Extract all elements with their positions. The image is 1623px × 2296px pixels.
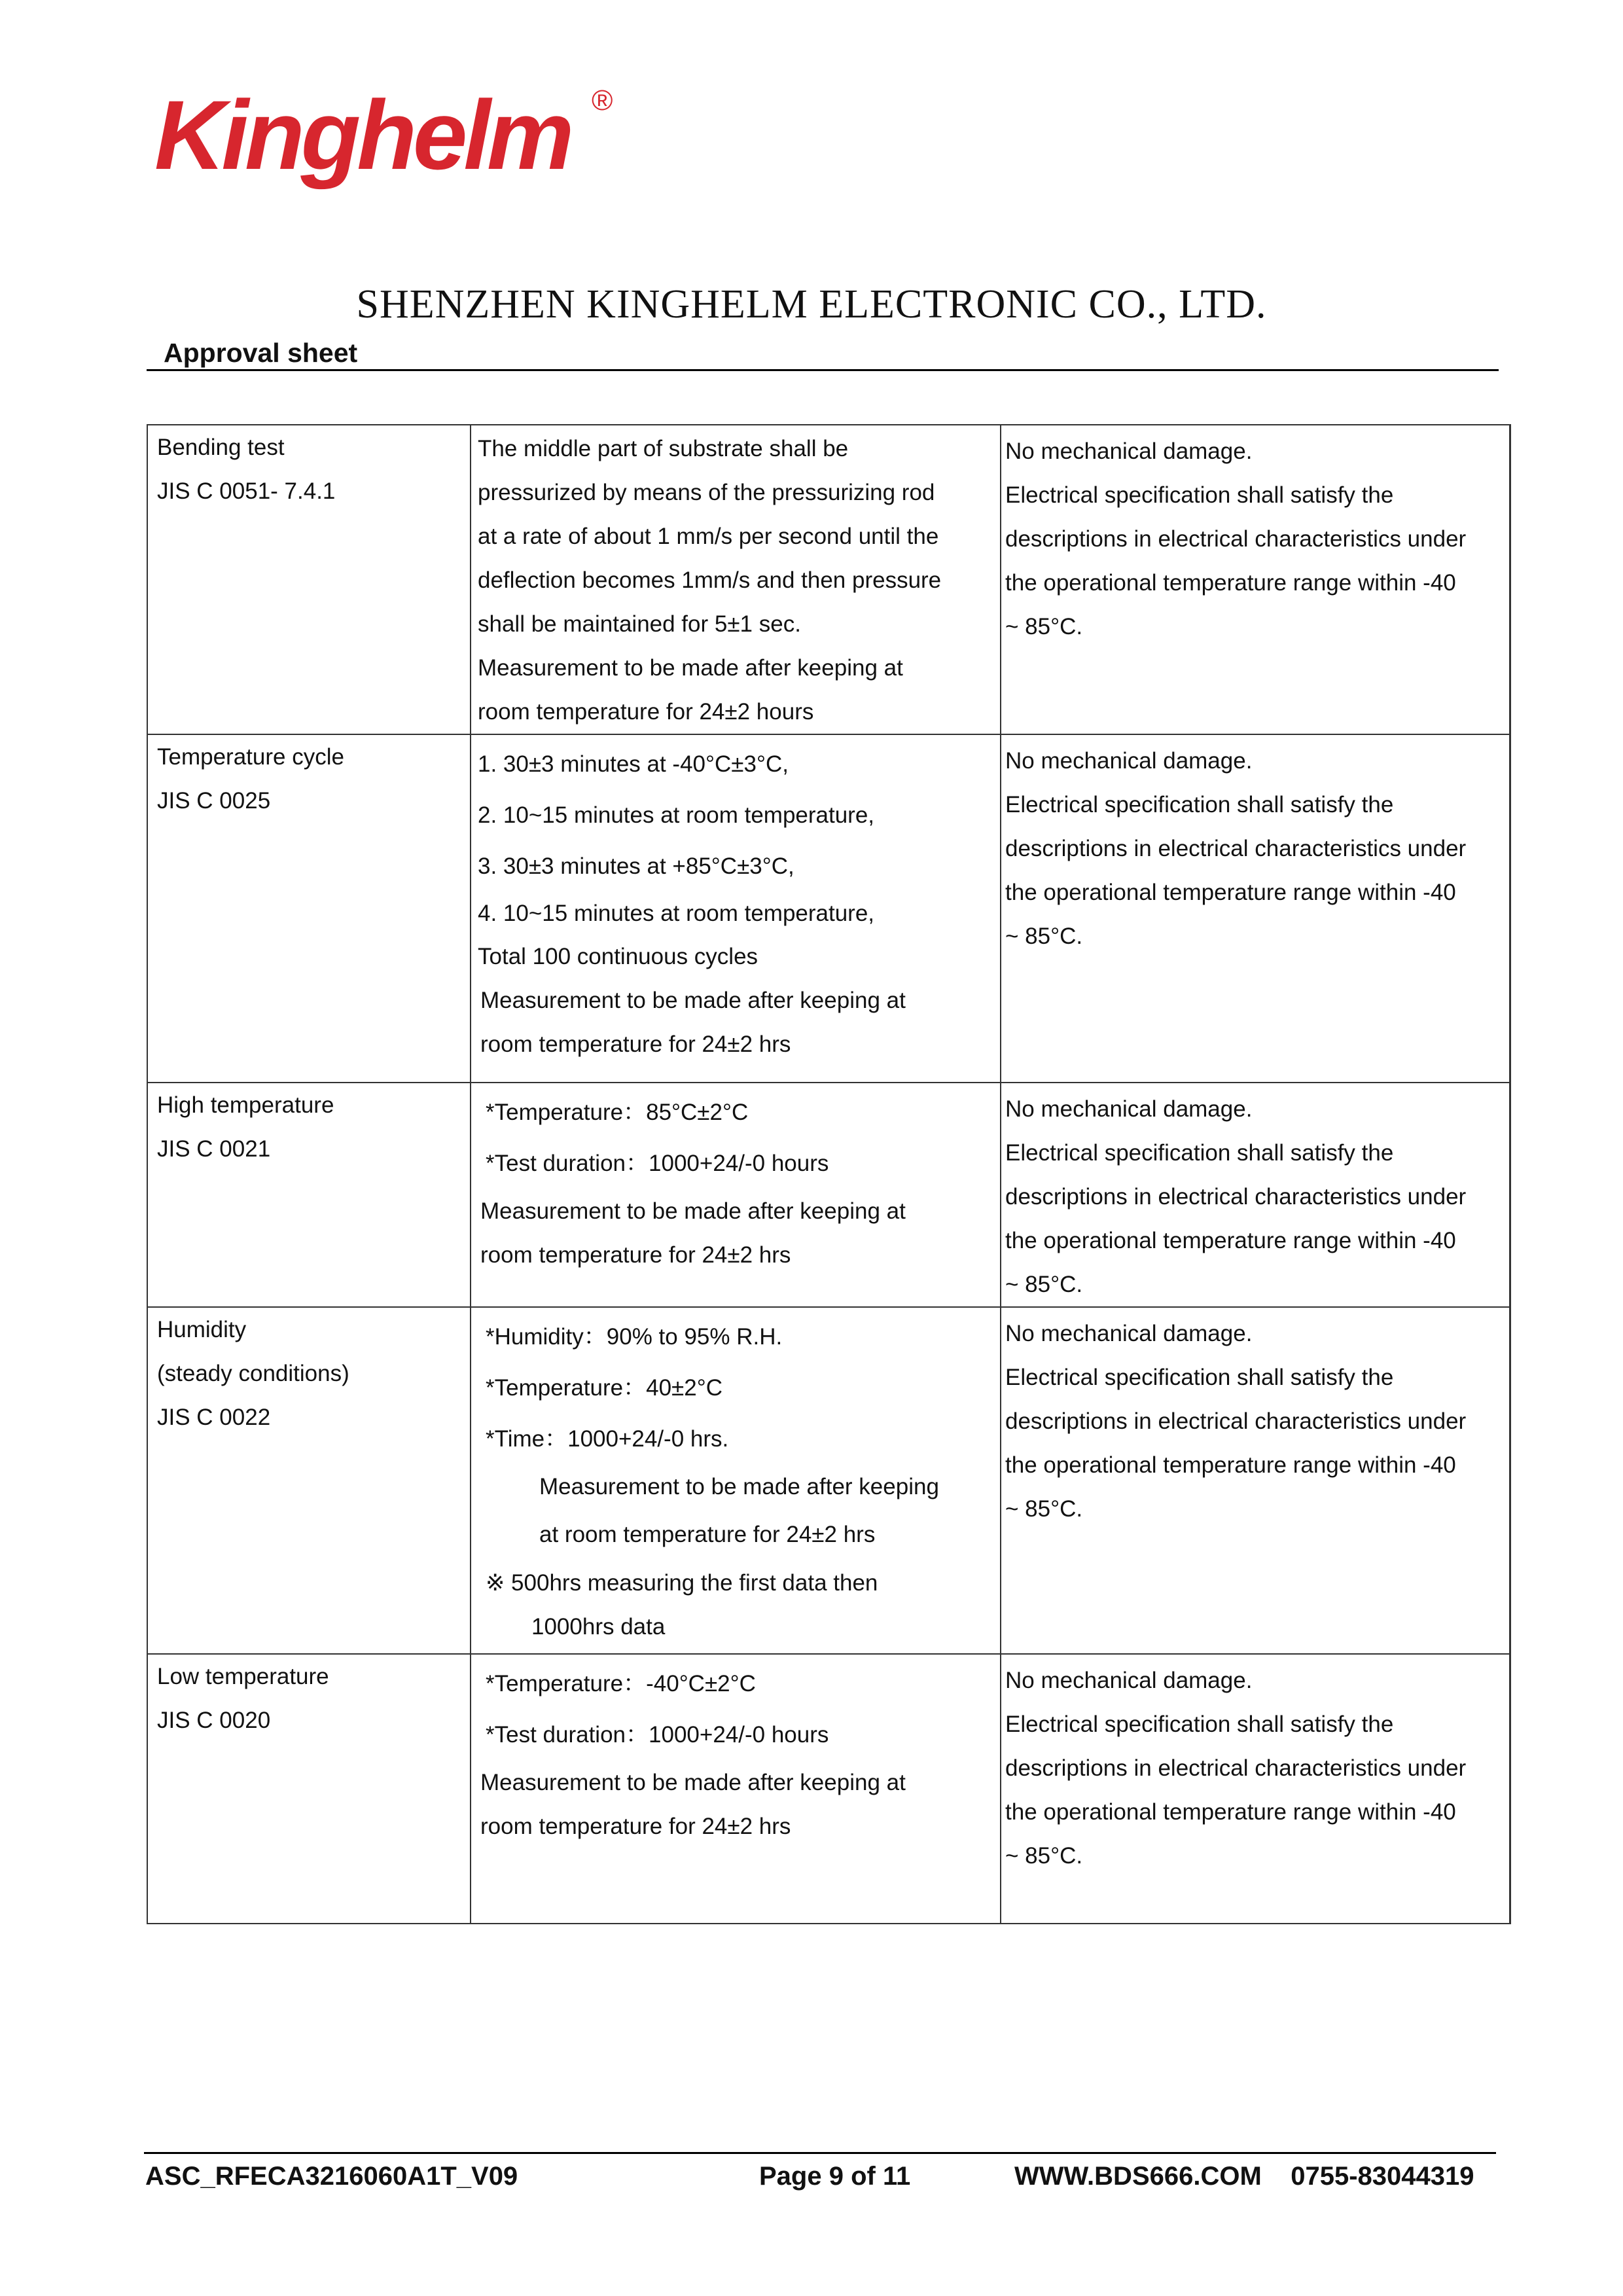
criteria-line: No mechanical damage. (1005, 439, 1253, 464)
criteria-line: descriptions in electrical characteristics under (1005, 526, 1467, 552)
test-standard: JIS C 0025 (157, 788, 271, 814)
condition-line: at room temperature for 24±2 hrs (539, 1522, 876, 1547)
test-standard: JIS C 0022 (157, 1405, 271, 1430)
criteria-line: the operational temperature range within -40 (1005, 1799, 1456, 1825)
header-divider (147, 369, 1499, 371)
condition-line: *Temperature：40±2°C (486, 1375, 722, 1401)
criteria-line: the operational temperature range within -40 (1005, 1452, 1456, 1478)
table-row (147, 734, 1510, 1083)
test-standard: JIS C 0051- 7.4.1 (157, 478, 336, 504)
test-name: Low temperature (157, 1664, 329, 1689)
criteria-line: ~ 85°C. (1005, 1496, 1083, 1522)
condition-line: 4. 10~15 minutes at room temperature, (478, 901, 875, 926)
table-row (147, 425, 1510, 734)
test-item-cell (147, 1307, 471, 1654)
criteria-cell (1001, 734, 1510, 1083)
test-item-cell (147, 734, 471, 1083)
criteria-cell (1001, 1654, 1510, 1924)
test-name: High temperature (157, 1092, 334, 1118)
criteria-line: No mechanical damage. (1005, 1321, 1253, 1346)
criteria-cell (1001, 1307, 1510, 1654)
criteria-line: the operational temperature range within -40 (1005, 880, 1456, 905)
condition-line: room temperature for 24±2 hrs (480, 1031, 791, 1057)
table-row (147, 1307, 1510, 1654)
test-standard: JIS C 0020 (157, 1708, 271, 1733)
condition-line: *Humidity：90% to 95% R.H. (486, 1324, 783, 1350)
criteria-line: descriptions in electrical characteristics under (1005, 1408, 1467, 1434)
condition-line: Measurement to be made after keeping at (480, 1198, 906, 1224)
condition-line: 1000hrs data (531, 1614, 666, 1640)
table-row (147, 1654, 1510, 1924)
criteria-line: Electrical specification shall satisfy the (1005, 792, 1394, 817)
condition-line: at a rate of about 1 mm/s per second until the (478, 524, 939, 549)
condition-line: 2. 10~15 minutes at room temperature, (478, 802, 875, 828)
condition-line: Measurement to be made after keeping (539, 1474, 939, 1499)
test-name: Humidity (157, 1317, 247, 1342)
criteria-cell (1001, 1083, 1510, 1307)
test-condition-cell (471, 425, 1001, 734)
criteria-line: descriptions in electrical characteristics under (1005, 836, 1467, 861)
criteria-line: ~ 85°C. (1005, 1272, 1083, 1297)
condition-line: room temperature for 24±2 hrs (480, 1242, 791, 1268)
test-name: Temperature cycle (157, 744, 344, 770)
condition-line: Measurement to be made after keeping at (480, 988, 906, 1013)
criteria-line: the operational temperature range within -40 (1005, 1228, 1456, 1253)
criteria-line: Electrical specification shall satisfy the (1005, 1140, 1394, 1166)
condition-line: room temperature for 24±2 hours (478, 699, 814, 725)
criteria-line: No mechanical damage. (1005, 1668, 1253, 1693)
criteria-line: the operational temperature range within -40 (1005, 570, 1456, 596)
criteria-line: ~ 85°C. (1005, 924, 1083, 949)
test-item-cell (147, 425, 471, 734)
condition-line: Total 100 continuous cycles (478, 944, 758, 969)
criteria-line: Electrical specification shall satisfy the (1005, 482, 1394, 508)
test-condition-cell (471, 734, 1001, 1083)
table-row (147, 1083, 1510, 1307)
test-item-cell (147, 1654, 471, 1924)
test-condition-cell (471, 1307, 1001, 1654)
condition-line: *Temperature：85°C±2°C (486, 1100, 749, 1125)
condition-line: *Temperature：-40°C±2°C (486, 1671, 756, 1696)
condition-line: shall be maintained for 5±1 sec. (478, 611, 801, 637)
reliability-test-table (147, 424, 1511, 1924)
condition-line: 1. 30±3 minutes at -40°C±3°C, (478, 751, 789, 777)
condition-line: Measurement to be made after keeping at (480, 1770, 906, 1795)
condition-line: 3. 30±3 minutes at +85°C±3°C, (478, 853, 794, 879)
criteria-cell (1001, 425, 1510, 734)
website-phone: WWW.BDS666.COM 0755-83044319 (1014, 2162, 1474, 2191)
test-condition-cell (471, 1083, 1001, 1307)
criteria-line: descriptions in electrical characteristics under (1005, 1755, 1467, 1781)
criteria-line: ~ 85°C. (1005, 1843, 1083, 1869)
test-condition-cell (471, 1654, 1001, 1924)
criteria-line: ~ 85°C. (1005, 614, 1083, 639)
condition-line: pressurized by means of the pressurizing rod (478, 480, 935, 505)
page-number: Page 9 of 11 (759, 2162, 911, 2191)
condition-line: ※ 500hrs measuring the first data then (486, 1570, 878, 1596)
criteria-line: No mechanical damage. (1005, 1096, 1253, 1122)
test-item-cell (147, 1083, 471, 1307)
condition-line: The middle part of substrate shall be (478, 436, 849, 461)
condition-line: *Test duration：1000+24/-0 hours (486, 1151, 829, 1176)
condition-line: *Time：1000+24/-0 hrs. (486, 1426, 729, 1452)
test-name: Bending test (157, 435, 285, 460)
logo-wordmark: Kinghelm (154, 80, 571, 190)
condition-line: Measurement to be made after keeping at (478, 655, 903, 681)
condition-line: deflection becomes 1mm/s and then pressure (478, 567, 942, 593)
test-subname: (steady conditions) (157, 1361, 349, 1386)
kinghelm-logo (154, 71, 626, 202)
condition-line: room temperature for 24±2 hrs (480, 1814, 791, 1839)
document-code: ASC_RFECA3216060A1T_V09 (145, 2162, 518, 2191)
criteria-line: No mechanical damage. (1005, 748, 1253, 774)
test-standard: JIS C 0021 (157, 1136, 271, 1162)
criteria-line: Electrical specification shall satisfy the (1005, 1365, 1394, 1390)
footer-divider (144, 2152, 1496, 2154)
company-name: SHENZHEN KINGHELM ELECTRONIC CO., LTD. (356, 282, 1267, 327)
registered-mark: ® (592, 84, 613, 117)
condition-line: *Test duration：1000+24/-0 hours (486, 1722, 829, 1748)
criteria-line: descriptions in electrical characteristics under (1005, 1184, 1467, 1210)
document-type: Approval sheet (164, 338, 358, 368)
criteria-line: Electrical specification shall satisfy the (1005, 1712, 1394, 1737)
